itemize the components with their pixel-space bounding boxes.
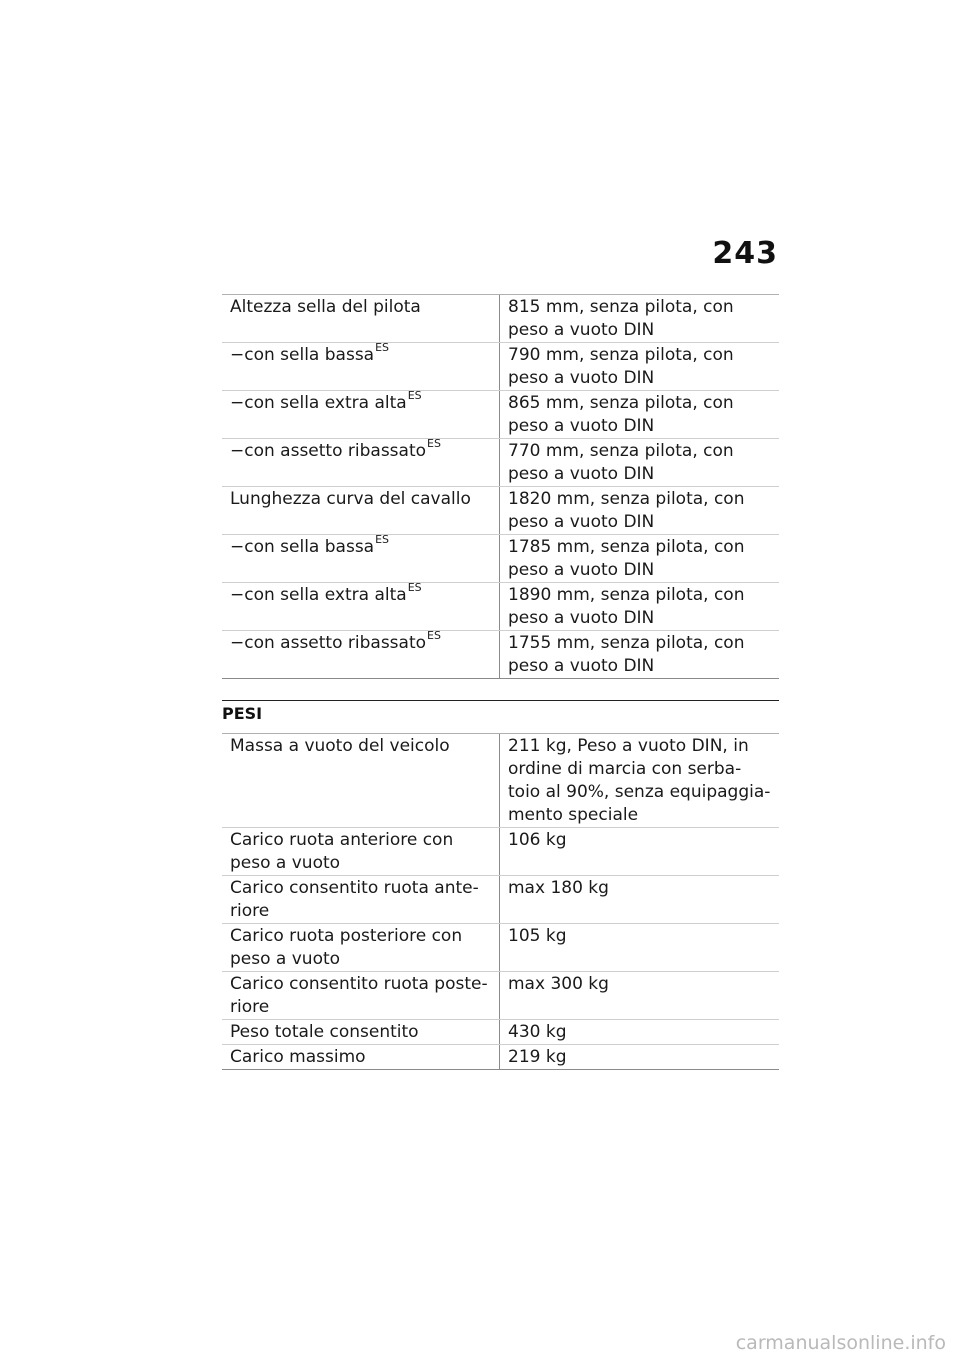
row-label-text: −con sella bassa <box>230 537 375 557</box>
row-label-text: Peso totale consentito <box>230 1022 419 1042</box>
row-value: 790 mm, senza pilota, con peso a vuoto DIN <box>508 345 734 388</box>
row-label-text: −con assetto ribassato <box>230 633 427 653</box>
row-label <box>222 439 500 486</box>
table-row <box>222 343 779 391</box>
special-equipment-marker: ES <box>407 389 422 403</box>
row-value: 770 mm, senza pilota, con peso a vuoto DIN <box>508 441 734 484</box>
table-row <box>222 583 779 631</box>
row-label <box>222 828 500 875</box>
row-label-text: −con sella extra alta <box>230 393 407 413</box>
row-label <box>222 631 500 678</box>
table-row <box>222 391 779 439</box>
row-label <box>222 876 500 923</box>
row-label-text: Lunghezza curva del cavallo <box>230 489 471 509</box>
row-label <box>222 1045 500 1069</box>
row-value: 430 kg <box>508 1022 567 1042</box>
row-label-text: Carico massimo <box>230 1047 366 1067</box>
row-label-text: −con assetto ribassato <box>230 441 427 461</box>
table-row <box>222 535 779 583</box>
table-row <box>222 876 779 924</box>
row-label-text: −con sella bassa <box>230 345 375 365</box>
row-value: 815 mm, senza pilota, con peso a vuoto DIN <box>508 297 734 340</box>
row-label-text: Altezza sella del pilota <box>230 297 421 317</box>
row-value: 211 kg, Peso a vuoto DIN, in ordine di marcia con serba- toio al 90%, senza equipaggia- mento speciale <box>508 736 771 825</box>
special-equipment-marker: ES <box>427 629 441 643</box>
row-label <box>222 924 500 971</box>
table-row <box>222 631 779 679</box>
table-row <box>222 972 779 1020</box>
row-value: 865 mm, senza pilota, con peso a vuoto DIN <box>508 393 734 436</box>
watermark: carmanualsonline.info <box>735 1332 946 1354</box>
row-value: 1890 mm, senza pilota, con peso a vuoto DIN <box>508 585 745 628</box>
row-label-text: −con sella extra alta <box>230 585 407 605</box>
section-divider <box>222 700 779 701</box>
table-row <box>222 439 779 487</box>
row-value: 1755 mm, senza pilota, con peso a vuoto DIN <box>508 633 745 676</box>
row-label-text: Carico consentito ruota poste- riore <box>230 974 488 1017</box>
row-value: max 300 kg <box>508 974 609 994</box>
table-row <box>222 1045 779 1070</box>
table-row <box>222 487 779 535</box>
special-equipment-marker: ES <box>427 437 441 451</box>
row-value: 105 kg <box>508 926 567 946</box>
table-row <box>222 1020 779 1045</box>
section-title-weights: PESI <box>222 704 263 723</box>
row-label <box>222 535 500 582</box>
row-label <box>222 972 500 1019</box>
row-label <box>222 391 500 438</box>
row-label-text: Carico ruota posteriore con peso a vuoto <box>230 926 463 969</box>
dimensions-table <box>222 294 779 679</box>
table-row <box>222 924 779 972</box>
row-value: 1820 mm, senza pilota, con peso a vuoto DIN <box>508 489 745 532</box>
table-row <box>222 295 779 343</box>
row-label <box>222 583 500 630</box>
table-row <box>222 828 779 876</box>
row-label <box>222 487 500 534</box>
row-value: max 180 kg <box>508 878 609 898</box>
special-equipment-marker: ES <box>407 581 422 595</box>
special-equipment-marker: ES <box>375 341 390 355</box>
row-label-text: Massa a vuoto del veicolo <box>230 736 450 756</box>
row-value: 106 kg <box>508 830 567 850</box>
row-label <box>222 343 500 390</box>
row-label-text: Carico consentito ruota ante- riore <box>230 878 479 921</box>
page-number: 243 <box>712 236 778 271</box>
weights-table <box>222 733 779 1070</box>
row-label-text: Carico ruota anteriore con peso a vuoto <box>230 830 454 873</box>
table-row <box>222 734 779 828</box>
row-label <box>222 295 500 342</box>
row-value: 219 kg <box>508 1047 567 1067</box>
special-equipment-marker: ES <box>375 533 390 547</box>
row-label <box>222 734 500 827</box>
row-value: 1785 mm, senza pilota, con peso a vuoto DIN <box>508 537 745 580</box>
row-label <box>222 1020 500 1044</box>
